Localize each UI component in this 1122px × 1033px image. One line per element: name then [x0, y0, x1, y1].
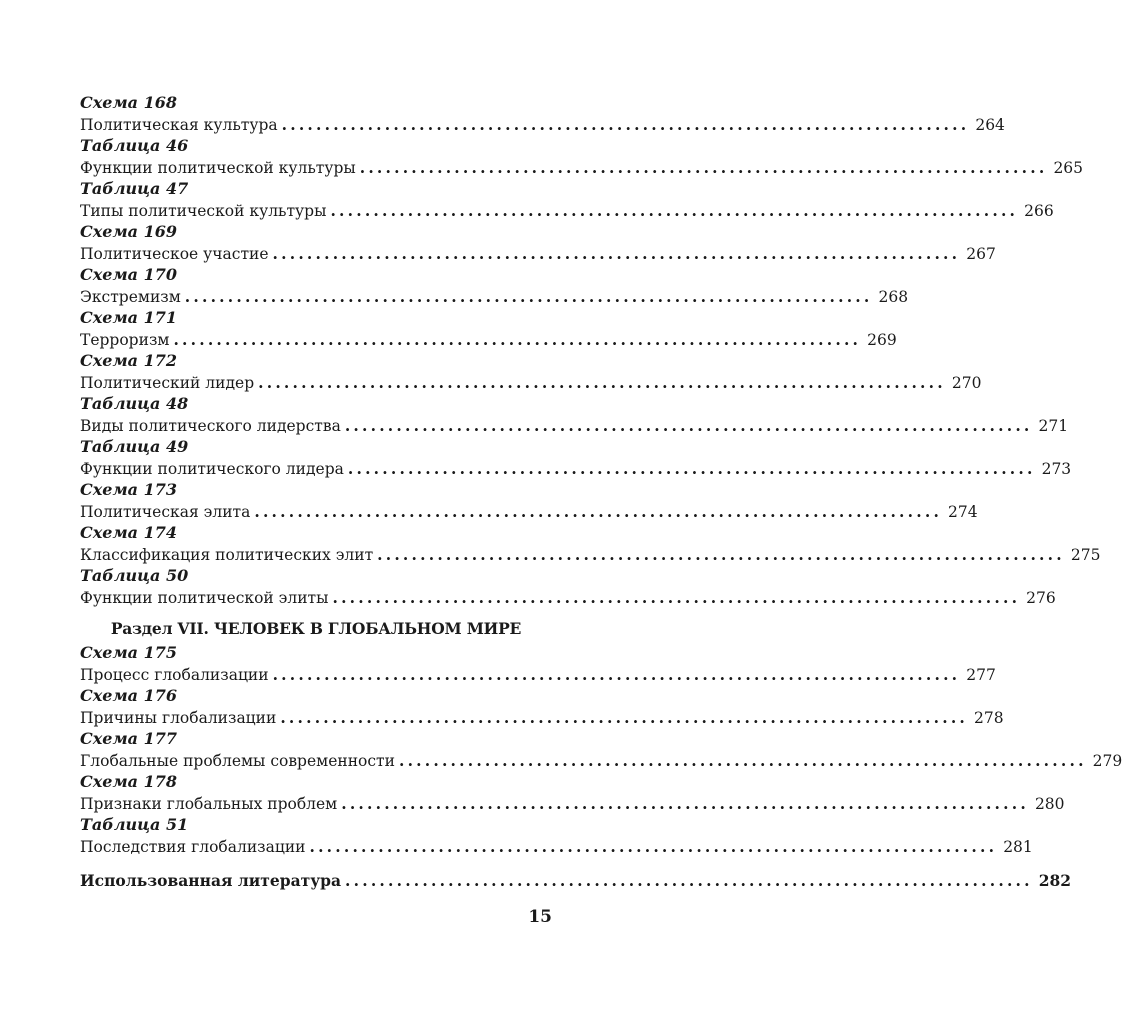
toc-entry-page: 268	[878, 287, 909, 306]
dot-leader: ................................................................................	[254, 501, 943, 521]
dot-leader: ................................................................................	[332, 587, 1021, 607]
toc-entry-title: Экстремизм	[80, 287, 181, 306]
toc-caption: Схема 178	[80, 772, 177, 791]
toc-entry-title: Типы политической культуры	[80, 201, 327, 220]
toc-entry-page: 281	[1003, 837, 1033, 856]
toc-entry-title: Функции политического лидера	[80, 459, 344, 478]
toc-entry	[80, 243, 996, 265]
toc-entry-page: 280	[1034, 794, 1065, 813]
toc-entry	[80, 458, 1072, 480]
bibliography-page: 282	[1038, 871, 1072, 890]
toc-entry-page: 267	[966, 244, 996, 263]
toc-entry-page: 266	[1024, 201, 1054, 220]
toc-page	[80, 92, 1122, 892]
toc-entry-page: 276	[1026, 588, 1056, 607]
toc-entry	[80, 664, 996, 686]
toc-entry-page: 274	[948, 502, 978, 521]
toc-caption: Схема 174	[80, 523, 177, 542]
dot-leader: ................................................................................	[281, 114, 970, 134]
dot-leader: ................................................................................	[272, 243, 961, 263]
toc-entry-page: 270	[951, 373, 982, 392]
toc-entry-page: 275	[1070, 545, 1101, 564]
toc-entry	[80, 114, 1005, 136]
dot-leader: ................................................................................	[173, 329, 862, 349]
toc-entry	[80, 286, 909, 308]
toc-entry-title: Процесс глобализации	[80, 665, 269, 684]
toc-caption: Схема 176	[80, 686, 177, 705]
section-heading: Раздел VII. ЧЕЛОВЕК В ГЛОБАЛЬНОМ МИРЕ	[110, 619, 522, 638]
toc-entry	[80, 707, 1004, 729]
dot-leader: ................................................................................	[344, 415, 1033, 435]
toc-entry-title: Политическая элита	[80, 502, 251, 521]
toc-entry-page: 271	[1038, 416, 1069, 435]
toc-entry-title: Признаки глобальных проблем	[80, 794, 338, 813]
toc-caption: Таблица 50	[80, 566, 189, 585]
toc-entry	[80, 750, 1122, 772]
toc-entry-page: 279	[1092, 751, 1122, 770]
dot-leader: ................................................................................	[184, 286, 873, 306]
toc-list	[80, 92, 1101, 608]
toc-entry-page: 265	[1053, 158, 1084, 177]
toc-caption: Таблица 51	[80, 815, 189, 834]
dot-leader: ................................................................................	[341, 793, 1029, 813]
toc-entry-title: Политическая культура	[80, 115, 278, 134]
toc-caption: Таблица 48	[80, 394, 189, 413]
toc-entry	[80, 415, 1069, 437]
toc-caption: Таблица 47	[80, 179, 189, 198]
dot-leader: ................................................................................	[258, 372, 946, 392]
dot-leader: ................................................................................	[377, 544, 1065, 564]
toc-list	[80, 642, 1122, 857]
toc-entry-title: Функции политической культуры	[80, 158, 356, 177]
toc-entry	[80, 793, 1065, 815]
toc-entry-title: Функции политической элиты	[80, 588, 329, 607]
bibliography-entry	[80, 870, 1072, 892]
toc-entry-title: Виды политического лидерства	[80, 416, 341, 435]
toc-caption: Таблица 49	[80, 437, 189, 456]
toc-caption: Схема 175	[80, 643, 177, 662]
dot-leader: ................................................................................	[359, 157, 1048, 177]
toc-entry-page: 264	[975, 115, 1005, 134]
toc-caption: Схема 170	[80, 265, 177, 284]
toc-entry-page: 269	[867, 330, 897, 349]
page-number: 15	[528, 907, 552, 927]
toc-entry-title: Политический лидер	[80, 373, 255, 392]
dot-leader: ................................................................................	[345, 871, 1033, 890]
toc-entry-title: Причины глобализации	[80, 708, 277, 727]
toc-caption: Схема 168	[80, 93, 177, 112]
dot-leader: ................................................................................	[272, 664, 961, 684]
toc-caption: Схема 177	[80, 729, 177, 748]
toc-caption: Схема 169	[80, 222, 177, 241]
toc-entry	[80, 544, 1101, 566]
toc-entry	[80, 501, 978, 523]
toc-caption: Схема 173	[80, 480, 177, 499]
dot-leader: ................................................................................	[280, 707, 969, 727]
toc-entry-title: Политическое участие	[80, 244, 269, 263]
toc-entry	[80, 157, 1084, 179]
toc-entry	[80, 836, 1033, 858]
toc-entry-page: 278	[974, 708, 1004, 727]
toc-caption: Таблица 46	[80, 136, 189, 155]
dot-leader: ................................................................................	[398, 750, 1087, 770]
toc-entry	[80, 329, 897, 351]
dot-leader: ................................................................................	[347, 458, 1036, 478]
dot-leader: ................................................................................	[330, 200, 1019, 220]
toc-entry-title: Классификация политических элит	[80, 545, 374, 564]
toc-entry-title: Терроризм	[80, 330, 170, 349]
bibliography-title: Использованная литература	[80, 871, 342, 890]
toc-entry-title: Последствия глобализации	[80, 837, 306, 856]
dot-leader: ................................................................................	[309, 836, 998, 856]
toc-caption: Схема 171	[80, 308, 177, 327]
toc-entry	[80, 587, 1056, 609]
toc-entry	[80, 200, 1054, 222]
toc-entry	[80, 372, 982, 394]
toc-entry-page: 277	[966, 665, 996, 684]
toc-entry-page: 273	[1041, 459, 1072, 478]
toc-entry-title: Глобальные проблемы современности	[80, 751, 395, 770]
toc-caption: Схема 172	[80, 351, 177, 370]
